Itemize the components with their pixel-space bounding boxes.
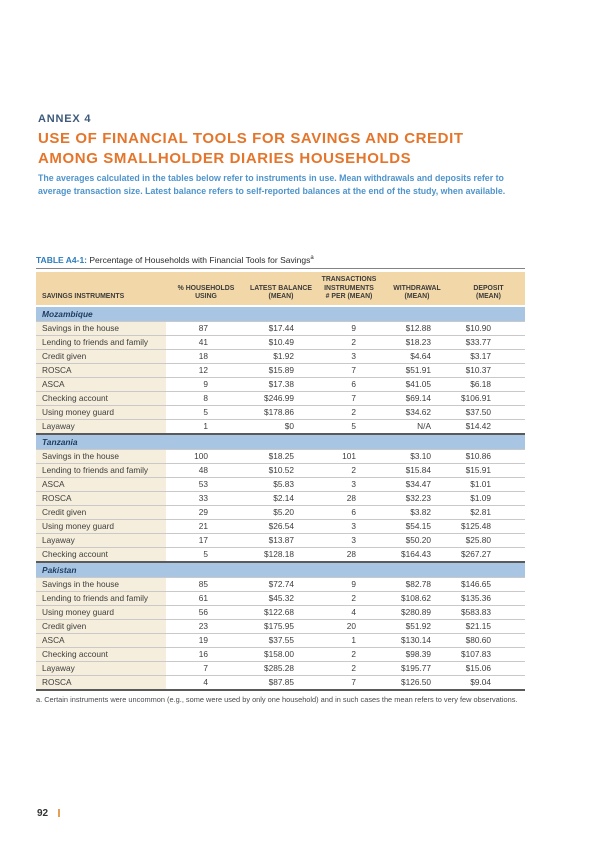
table-row: [36, 405, 525, 419]
table-row: [36, 605, 525, 619]
value-cell: $164.43: [382, 547, 452, 562]
value-cell: $2.14: [246, 491, 316, 505]
value-cell: $280.89: [382, 605, 452, 619]
value-cell: $45.32: [246, 591, 316, 605]
value-cell: 29: [166, 505, 246, 519]
value-cell: 1: [316, 633, 382, 647]
table-row: [36, 463, 525, 477]
value-cell: $17.44: [246, 321, 316, 335]
value-cell: 3: [316, 519, 382, 533]
value-cell: 3: [316, 477, 382, 491]
table-row: [36, 591, 525, 605]
table-footnote: a. Certain instruments were uncommon (e.g., some were used by only one household) and in such cases the mean refers to very few observations.: [36, 694, 518, 704]
value-cell: 18: [166, 349, 246, 363]
value-cell: $33.77: [452, 335, 525, 349]
value-cell: 3: [316, 349, 382, 363]
instrument-label: Layaway: [36, 661, 166, 675]
savings-table: [36, 272, 525, 691]
value-cell: $126.50: [382, 675, 452, 690]
instrument-label: Layaway: [36, 419, 166, 434]
value-cell: $82.78: [382, 577, 452, 591]
column-header-line: USING: [195, 293, 217, 301]
table-row: [36, 647, 525, 661]
instrument-label: Lending to friends and family: [36, 463, 166, 477]
value-cell: $195.77: [382, 661, 452, 675]
value-cell: $3.10: [382, 449, 452, 463]
value-cell: $1.01: [452, 477, 525, 491]
table-row: [36, 377, 525, 391]
instrument-label: ASCA: [36, 477, 166, 491]
value-cell: 101: [316, 449, 382, 463]
column-header-line: (MEAN): [268, 293, 294, 301]
column-header: [36, 272, 166, 306]
section-header-row: [36, 562, 525, 578]
value-cell: 8: [166, 391, 246, 405]
intro-line1: The averages calculated in the tables below refer to instruments in use. Mean withdrawals and deposits refer to: [38, 173, 504, 183]
value-cell: $37.55: [246, 633, 316, 647]
value-cell: $72.74: [246, 577, 316, 591]
instrument-label: Checking account: [36, 647, 166, 661]
table-row: [36, 505, 525, 519]
value-cell: $1.09: [452, 491, 525, 505]
column-header-line: DEPOSIT: [473, 284, 504, 292]
value-cell: $18.25: [246, 449, 316, 463]
value-cell: $146.65: [452, 577, 525, 591]
value-cell: $18.23: [382, 335, 452, 349]
table-row: [36, 321, 525, 335]
value-cell: $25.80: [452, 533, 525, 547]
column-header-line: (MEAN): [476, 293, 501, 301]
value-cell: $106.91: [452, 391, 525, 405]
instrument-label: Credit given: [36, 349, 166, 363]
value-cell: 33: [166, 491, 246, 505]
value-cell: 1: [166, 419, 246, 434]
instrument-label: Using money guard: [36, 519, 166, 533]
value-cell: $122.68: [246, 605, 316, 619]
value-cell: $130.14: [382, 633, 452, 647]
table-row: [36, 533, 525, 547]
value-cell: 5: [166, 405, 246, 419]
value-cell: 7: [316, 363, 382, 377]
value-cell: $9.04: [452, 675, 525, 690]
value-cell: $3.82: [382, 505, 452, 519]
value-cell: $125.48: [452, 519, 525, 533]
instrument-label: Lending to friends and family: [36, 335, 166, 349]
table-title-text: Percentage of Households with Financial Tools for Savings: [87, 255, 311, 265]
table-row: [36, 577, 525, 591]
table-row: [36, 363, 525, 377]
value-cell: $37.50: [452, 405, 525, 419]
column-header-line: # PER (MEAN): [325, 293, 373, 301]
value-cell: $178.86: [246, 405, 316, 419]
column-header-line: % HOUSEHOLDS: [177, 284, 235, 292]
value-cell: $15.91: [452, 463, 525, 477]
table-row: [36, 449, 525, 463]
value-cell: 56: [166, 605, 246, 619]
value-cell: $108.62: [382, 591, 452, 605]
value-cell: 17: [166, 533, 246, 547]
value-cell: $21.15: [452, 619, 525, 633]
instrument-label: Savings in the house: [36, 577, 166, 591]
section-header-row: [36, 434, 525, 450]
value-cell: $3.17: [452, 349, 525, 363]
value-cell: $10.90: [452, 321, 525, 335]
annex-heading: ANNEX 4: [38, 113, 92, 125]
instrument-label: Savings in the house: [36, 321, 166, 335]
value-cell: 20: [316, 619, 382, 633]
value-cell: 9: [316, 321, 382, 335]
column-header-line: INSTRUMENTS: [324, 284, 374, 292]
value-cell: 7: [166, 661, 246, 675]
value-cell: 12: [166, 363, 246, 377]
value-cell: 7: [316, 675, 382, 690]
value-cell: $17.38: [246, 377, 316, 391]
value-cell: 6: [316, 505, 382, 519]
table-head: [36, 272, 525, 306]
instrument-label: Credit given: [36, 505, 166, 519]
column-header-line: WITHDRAWAL: [393, 284, 441, 292]
table-row: [36, 547, 525, 562]
value-cell: $98.39: [382, 647, 452, 661]
instrument-label: Layaway: [36, 533, 166, 547]
value-cell: 2: [316, 335, 382, 349]
table-top-rule: [36, 268, 525, 269]
table-body: [36, 306, 525, 690]
value-cell: $15.84: [382, 463, 452, 477]
value-cell: 7: [316, 391, 382, 405]
value-cell: $51.91: [382, 363, 452, 377]
instrument-label: Lending to friends and family: [36, 591, 166, 605]
value-cell: 48: [166, 463, 246, 477]
value-cell: $285.28: [246, 661, 316, 675]
value-cell: 21: [166, 519, 246, 533]
table-row: [36, 675, 525, 690]
value-cell: $10.37: [452, 363, 525, 377]
page-number: 92: [37, 808, 49, 819]
value-cell: 19: [166, 633, 246, 647]
value-cell: 2: [316, 591, 382, 605]
instrument-label: ROSCA: [36, 675, 166, 690]
value-cell: $41.05: [382, 377, 452, 391]
value-cell: $0: [246, 419, 316, 434]
instrument-label: Savings in the house: [36, 449, 166, 463]
value-cell: 87: [166, 321, 246, 335]
value-cell: 2: [316, 463, 382, 477]
value-cell: $34.47: [382, 477, 452, 491]
value-cell: $1.92: [246, 349, 316, 363]
table-row: [36, 391, 525, 405]
instrument-label: ROSCA: [36, 363, 166, 377]
value-cell: 6: [316, 377, 382, 391]
column-header-line: (MEAN): [404, 293, 430, 301]
value-cell: $4.64: [382, 349, 452, 363]
value-cell: $13.87: [246, 533, 316, 547]
value-cell: $15.06: [452, 661, 525, 675]
column-header-line: LATEST BALANCE: [250, 284, 312, 292]
value-cell: 41: [166, 335, 246, 349]
value-cell: $51.92: [382, 619, 452, 633]
page-title: [38, 129, 558, 168]
value-cell: 9: [316, 577, 382, 591]
column-header: [452, 272, 525, 306]
table-row: [36, 477, 525, 491]
value-cell: 85: [166, 577, 246, 591]
column-header: [382, 272, 452, 306]
instrument-label: ROSCA: [36, 491, 166, 505]
instrument-label: Checking account: [36, 391, 166, 405]
value-cell: 61: [166, 591, 246, 605]
value-cell: 4: [166, 675, 246, 690]
value-cell: N/A: [382, 419, 452, 434]
page-title-line2: AMONG SMALLHOLDER DIARIES HOUSEHOLDS: [38, 149, 412, 167]
table-label: TABLE A4-1:: [36, 255, 87, 265]
instrument-label: Using money guard: [36, 605, 166, 619]
column-header-line: TRANSACTIONS: [321, 276, 377, 283]
value-cell: $135.36: [452, 591, 525, 605]
column-header-line: SAVINGS INSTRUMENTS: [42, 293, 125, 301]
section-name: Pakistan: [36, 562, 525, 578]
value-cell: 28: [316, 491, 382, 505]
section-header-row: [36, 306, 525, 322]
column-header: [166, 272, 246, 306]
value-cell: $5.20: [246, 505, 316, 519]
value-cell: $267.27: [452, 547, 525, 562]
table-row: [36, 349, 525, 363]
value-cell: 16: [166, 647, 246, 661]
value-cell: $5.83: [246, 477, 316, 491]
value-cell: 3: [316, 533, 382, 547]
value-cell: $2.81: [452, 505, 525, 519]
intro-paragraph: [38, 172, 578, 197]
value-cell: 4: [316, 605, 382, 619]
column-header: [316, 272, 382, 306]
instrument-label: Credit given: [36, 619, 166, 633]
value-cell: $175.95: [246, 619, 316, 633]
value-cell: $158.00: [246, 647, 316, 661]
table-title: [36, 255, 525, 265]
table-row: [36, 619, 525, 633]
section-name: Mozambique: [36, 306, 525, 322]
value-cell: 23: [166, 619, 246, 633]
value-cell: 53: [166, 477, 246, 491]
value-cell: $34.62: [382, 405, 452, 419]
value-cell: $15.89: [246, 363, 316, 377]
column-header: [246, 272, 316, 306]
value-cell: $128.18: [246, 547, 316, 562]
value-cell: $6.18: [452, 377, 525, 391]
value-cell: 5: [166, 547, 246, 562]
value-cell: $10.86: [452, 449, 525, 463]
instrument-label: ASCA: [36, 377, 166, 391]
value-cell: $246.99: [246, 391, 316, 405]
table-title-superscript: a: [310, 255, 314, 262]
table-row: [36, 661, 525, 675]
value-cell: 2: [316, 661, 382, 675]
instrument-label: Checking account: [36, 547, 166, 562]
value-cell: $583.83: [452, 605, 525, 619]
table-block: [36, 255, 525, 704]
value-cell: $12.88: [382, 321, 452, 335]
table-row: [36, 633, 525, 647]
value-cell: $87.85: [246, 675, 316, 690]
section-name: Tanzania: [36, 434, 525, 450]
page-footer: [37, 808, 60, 819]
page-title-line1: USE OF FINANCIAL TOOLS FOR SAVINGS AND CREDIT: [38, 130, 464, 147]
value-cell: $10.52: [246, 463, 316, 477]
intro-line2: average transaction size. Latest balance refers to self-reported balances at the end of the study, when available.: [38, 185, 506, 196]
table-row: [36, 519, 525, 533]
value-cell: $32.23: [382, 491, 452, 505]
table-row: [36, 419, 525, 434]
table-row: [36, 491, 525, 505]
value-cell: 2: [316, 405, 382, 419]
instrument-label: ASCA: [36, 633, 166, 647]
value-cell: 2: [316, 647, 382, 661]
table-row: [36, 335, 525, 349]
value-cell: $10.49: [246, 335, 316, 349]
value-cell: $107.83: [452, 647, 525, 661]
value-cell: 100: [166, 449, 246, 463]
instrument-label: Using money guard: [36, 405, 166, 419]
value-cell: 5: [316, 419, 382, 434]
value-cell: $69.14: [382, 391, 452, 405]
table-head-row: [36, 272, 525, 306]
value-cell: $50.20: [382, 533, 452, 547]
value-cell: $26.54: [246, 519, 316, 533]
value-cell: 28: [316, 547, 382, 562]
value-cell: $54.15: [382, 519, 452, 533]
footer-divider-bar: [58, 809, 60, 817]
value-cell: $14.42: [452, 419, 525, 434]
value-cell: $80.60: [452, 633, 525, 647]
value-cell: 9: [166, 377, 246, 391]
